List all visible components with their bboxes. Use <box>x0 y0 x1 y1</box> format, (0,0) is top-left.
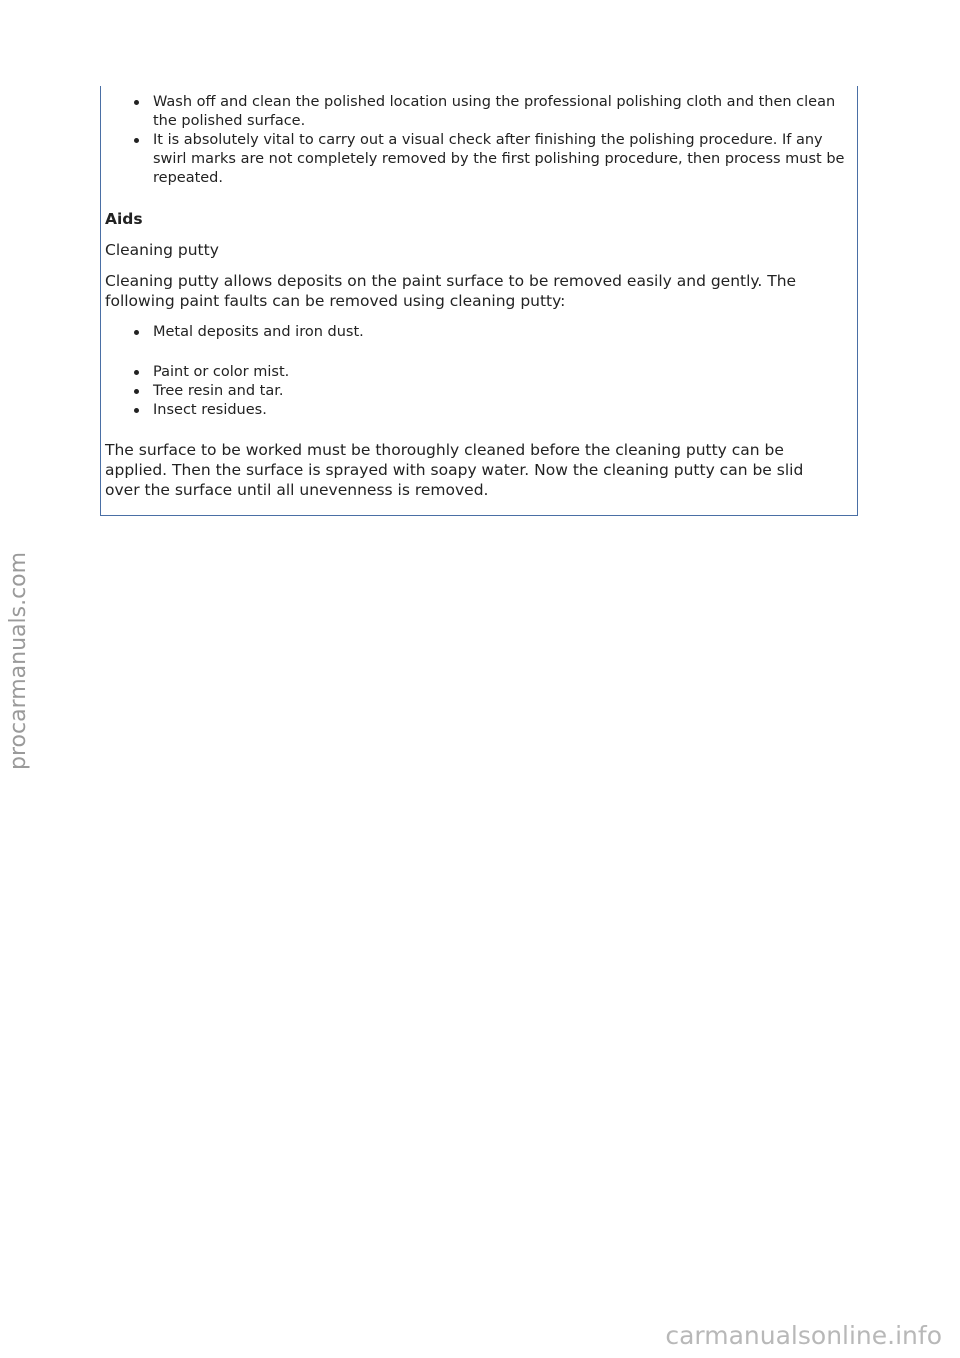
side-watermark: procarmanuals.com <box>6 551 31 770</box>
list-item: It is absolutely vital to carry out a visual check after finishing the polishing procedure. If any swirl marks are not completely removed by the first polishing procedure, then process must be repeated. <box>101 131 847 188</box>
list-item: Metal deposits and iron dust. <box>101 323 847 342</box>
section-subheading: Cleaning putty <box>105 241 219 259</box>
description-paragraph: Cleaning putty allows deposits on the paint surface to be removed easily and gently. The following paint faults can be removed using cleaning putty: <box>105 272 797 310</box>
list-item: Paint or color mist. <box>101 363 847 382</box>
list-item: Tree resin and tar. <box>101 382 847 401</box>
list-item: Insect residues. <box>101 401 847 420</box>
list-item: Wash off and clean the polished location using the professional polishing cloth and then clean the polished surface. <box>101 93 847 131</box>
closing-paragraph: The surface to be worked must be thoroughly cleaned before the cleaning putty can be applied. Then the surface is sprayed with soapy water. Now the cleaning putty can be slid over the surface until all unevenness is removed. <box>105 441 804 499</box>
faults-list-more <box>101 363 857 420</box>
section-heading: Aids <box>105 210 143 228</box>
faults-list-first <box>101 323 857 342</box>
bottom-watermark: carmanualsonline.info <box>665 1321 942 1350</box>
polishing-steps-list <box>101 93 857 188</box>
content-box <box>100 86 858 516</box>
